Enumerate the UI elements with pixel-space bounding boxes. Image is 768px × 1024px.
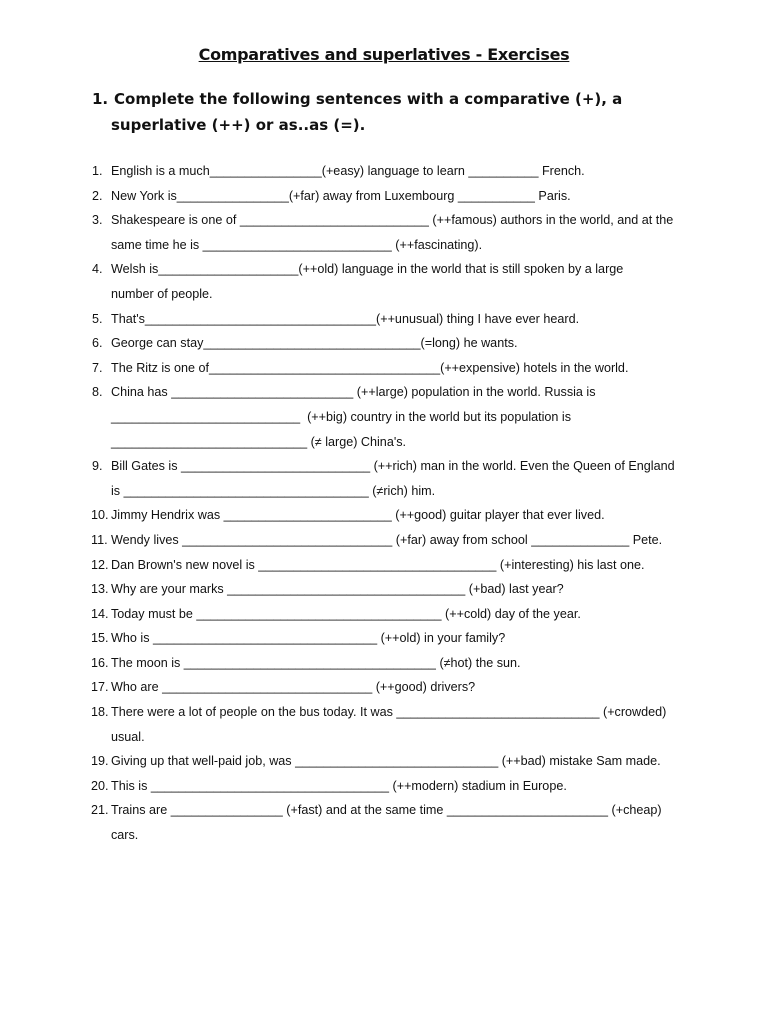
section-number: 1. [92, 90, 109, 108]
exercise-number: 12. [91, 557, 109, 572]
exercise-number: 2. [92, 188, 103, 203]
exercise-number: 20. [91, 778, 109, 793]
exercise-number: 15. [91, 631, 109, 646]
exercise-text-line: Trains are ________________ (+fast) and at the same time _______________________ (+cheap) [111, 803, 662, 818]
exercise-text-line: The Ritz is one of_________________________________(++expensive) hotels in the world. [111, 360, 629, 375]
section-instruction-line2: superlative (++) or as..as (=). [111, 116, 366, 134]
exercise-item [92, 307, 682, 332]
exercise-text-line: This is __________________________________ (++modern) stadium in Europe. [111, 778, 567, 793]
exercise-number: 10. [91, 508, 109, 523]
exercise-number: 7. [92, 360, 103, 375]
exercise-text-line: cars. [111, 828, 139, 843]
exercise-text-line: China has __________________________ (++large) population in the world. Russia is [111, 385, 596, 400]
exercise-text-line: Giving up that well-paid job, was _____________________________ (++bad) mistake Sam made. [111, 754, 661, 769]
exercise-text-line: usual. [111, 729, 145, 744]
exercise-item [92, 602, 682, 627]
exercise-text-line: ___________________________ (++big) country in the world but its population is [111, 409, 572, 424]
section-heading [92, 86, 692, 138]
exercise-text-line: There were a lot of people on the bus today. It was _____________________________ (+crowded) [111, 705, 667, 720]
exercise-text-line: Wendy lives ______________________________ (+far) away from school ______________ Pete. [111, 532, 663, 547]
exercise-text-line: Jimmy Hendrix was ________________________ (++good) guitar player that ever lived. [111, 508, 605, 523]
exercise-text-line: Shakespeare is one of ___________________________ (++famous) authors in the world, and at the [111, 213, 674, 228]
exercise-text-line: Today must be ___________________________________ (++cold) day of the year. [111, 606, 581, 621]
exercise-text-line: Bill Gates is ___________________________ (++rich) man in the world. Even the Queen of England [111, 459, 675, 474]
exercise-item [92, 577, 682, 602]
exercise-text-line: That's_________________________________(++unusual) thing I have ever heard. [111, 311, 580, 326]
exercise-item [92, 454, 682, 503]
exercise-number: 3. [92, 213, 103, 228]
exercise-text-line: English is a much________________(+easy) language to learn __________ French. [111, 164, 585, 178]
exercise-text-line: New York is________________(+far) away from Luxembourg ___________ Paris. [111, 188, 571, 203]
exercise-number: 6. [92, 336, 103, 351]
exercise-item [92, 208, 682, 257]
exercise-item [92, 798, 682, 847]
exercise-item [92, 380, 682, 454]
section-instruction-line1: Complete the following sentences with a comparative (+), a [114, 90, 623, 108]
exercise-text-line: Why are your marks __________________________________ (+bad) last year? [111, 582, 564, 597]
exercise-text-line: is ___________________________________ (≠rich) him. [111, 483, 436, 498]
exercise-text-line: Who is ________________________________ (++old) in your family? [111, 631, 506, 646]
exercise-text-line: Dan Brown's new novel is __________________________________ (+interesting) his last one. [111, 557, 645, 572]
exercise-text-line: George can stay_______________________________(=long) he wants. [111, 336, 518, 351]
exercise-item [92, 503, 682, 528]
exercise-number: 14. [91, 606, 109, 621]
exercise-number: 9. [92, 459, 103, 474]
exercise-number: 16. [91, 655, 109, 670]
exercise-number: 13. [91, 582, 109, 597]
exercise-item [92, 651, 682, 676]
exercise-number: 8. [92, 385, 103, 400]
exercise-item [92, 774, 682, 799]
exercise-text-line: number of people. [111, 286, 213, 301]
exercise-item [92, 528, 682, 553]
exercise-item [92, 675, 682, 700]
exercise-item [92, 749, 682, 774]
exercise-text-line: The moon is ____________________________________ (≠hot) the sun. [111, 655, 521, 670]
exercise-text-line: ____________________________ (≠ large) China's. [111, 434, 407, 449]
exercise-item [92, 553, 682, 578]
exercise-item [92, 184, 682, 209]
exercise-number: 19. [91, 754, 109, 769]
exercise-number: 17. [91, 680, 109, 695]
document-title: Comparatives and superlatives - Exercises [198, 45, 570, 64]
exercise-number: 11. [91, 532, 108, 547]
exercise-item [92, 257, 682, 306]
exercise-item [92, 356, 682, 381]
exercise-text-line: Who are ______________________________ (++good) drivers? [111, 680, 476, 695]
exercise-number: 1. [92, 164, 103, 178]
exercise-item [92, 159, 682, 184]
exercise-text-line: Welsh is____________________(++old) language in the world that is still spoken by a large [111, 262, 624, 277]
exercise-number: 21. [91, 803, 109, 818]
exercise-number: 18. [91, 705, 109, 720]
exercise-list [92, 159, 682, 848]
exercise-item [92, 626, 682, 651]
exercise-text-line: same time he is ___________________________ (++fascinating). [111, 237, 483, 252]
exercise-number: 4. [92, 262, 103, 277]
exercise-item [92, 331, 682, 356]
exercise-number: 5. [92, 311, 103, 326]
exercise-item [92, 700, 682, 749]
